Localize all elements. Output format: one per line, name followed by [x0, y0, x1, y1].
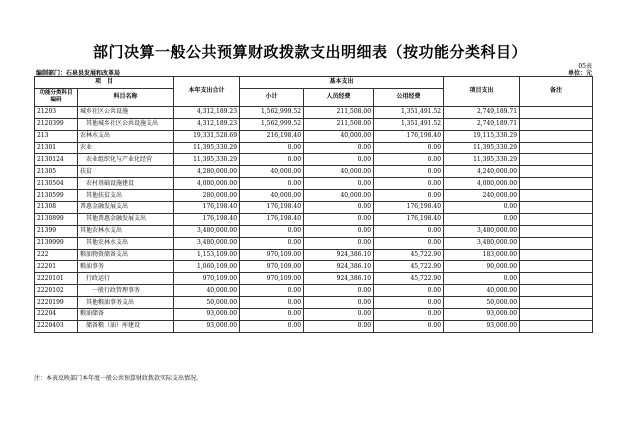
- cell-public: 176,198.40: [374, 202, 444, 214]
- cell-project: 4,000,000.00: [444, 178, 520, 190]
- cell-code: 21399: [35, 225, 78, 237]
- cell-name: 一般行政管理事务: [78, 285, 174, 297]
- cell-total: 4,312,189.23: [174, 106, 240, 118]
- table-row: [35, 202, 593, 214]
- table-note: 注：本表反映部门本年度一般公共预算财政拨款实际支出情况。: [34, 375, 203, 382]
- cell-subtotal: 1,562,999.52: [240, 118, 304, 130]
- cell-name: 农村基础设施建设: [78, 178, 174, 190]
- cell-public: 0.00: [374, 309, 444, 321]
- cell-public: 0.00: [374, 166, 444, 178]
- cell-total: 93,000.00: [174, 320, 240, 332]
- cell-subtotal: 970,109.00: [240, 273, 304, 285]
- org-label: 编制部门：石泉县发展和改革局: [36, 70, 121, 77]
- cell-remark: [520, 202, 593, 214]
- cell-total: 4,280,000.00: [174, 166, 240, 178]
- cell-code: 2220199: [35, 297, 78, 309]
- cell-project: 50,000.00: [444, 297, 520, 309]
- cell-code: 2130124: [35, 154, 78, 166]
- cell-public: 0.00: [374, 178, 444, 190]
- cell-personnel: 0.00: [304, 213, 374, 225]
- cell-name: 扶贫: [78, 166, 174, 178]
- cell-public: 1,351,491.52: [374, 118, 444, 130]
- cell-total: 3,480,000.00: [174, 237, 240, 249]
- cell-remark: [520, 320, 593, 332]
- cell-personnel: 924,386.10: [304, 249, 374, 261]
- cell-remark: [520, 213, 593, 225]
- cell-personnel: 0.00: [304, 297, 374, 309]
- cell-code: 21308: [35, 202, 78, 214]
- cell-personnel: 40,000.00: [304, 130, 374, 142]
- cell-personnel: 0.00: [304, 285, 374, 297]
- cell-total: 11,395,330.29: [174, 142, 240, 154]
- cell-subtotal: 216,198.40: [240, 130, 304, 142]
- cell-remark: [520, 142, 593, 154]
- cell-public: 1,351,491.52: [374, 106, 444, 118]
- cell-total: 50,000.00: [174, 297, 240, 309]
- cell-remark: [520, 237, 593, 249]
- cell-personnel: 0.00: [304, 154, 374, 166]
- table-row: [35, 130, 593, 142]
- cell-subtotal: 970,109.00: [240, 249, 304, 261]
- cell-name: 农业: [78, 142, 174, 154]
- cell-total: 40,000.00: [174, 285, 240, 297]
- cell-project: 2,749,189.71: [444, 106, 520, 118]
- table-row: [35, 154, 593, 166]
- cell-project: 183,000.00: [444, 249, 520, 261]
- cell-remark: [520, 273, 593, 285]
- cell-total: 4,312,189.23: [174, 118, 240, 130]
- cell-public: 0.00: [374, 190, 444, 202]
- cell-project: 40,000.00: [444, 285, 520, 297]
- table-row: [35, 237, 593, 249]
- cell-code: 2130899: [35, 213, 78, 225]
- cell-name: 其他农林水支出: [78, 225, 174, 237]
- cell-public: 0.00: [374, 297, 444, 309]
- table-row: [35, 309, 593, 321]
- cell-subtotal: 0.00: [240, 320, 304, 332]
- cell-subtotal: 40,000.00: [240, 190, 304, 202]
- table-row: [35, 320, 593, 332]
- cell-remark: [520, 118, 593, 130]
- cell-personnel: 924,386.10: [304, 261, 374, 273]
- cell-subtotal: 40,000.00: [240, 166, 304, 178]
- cell-project: 0.00: [444, 213, 520, 225]
- cell-public: 45,722.90: [374, 249, 444, 261]
- cell-code: 222: [35, 249, 78, 261]
- cell-remark: [520, 285, 593, 297]
- cell-project: 2,749,189.71: [444, 118, 520, 130]
- cell-total: 19,331,528.69: [174, 130, 240, 142]
- cell-name: 粮油储备: [78, 309, 174, 321]
- cell-code: 2120399: [35, 118, 78, 130]
- table-row: [35, 106, 593, 118]
- header-personnel: 人员经费: [304, 88, 374, 106]
- cell-subtotal: 1,562,999.52: [240, 106, 304, 118]
- cell-name: 其他农林水支出: [78, 237, 174, 249]
- cell-code: 2220101: [35, 273, 78, 285]
- cell-total: 93,000.00: [174, 309, 240, 321]
- cell-public: 0.00: [374, 142, 444, 154]
- cell-personnel: 211,508.00: [304, 106, 374, 118]
- cell-name: 储备粮（油）库建设: [78, 320, 174, 332]
- cell-personnel: 0.00: [304, 142, 374, 154]
- cell-name: 其他扶贫支出: [78, 190, 174, 202]
- cell-remark: [520, 166, 593, 178]
- header-public: 公用经费: [374, 88, 444, 106]
- cell-project: 11,395,330.29: [444, 142, 520, 154]
- cell-total: 970,109.00: [174, 273, 240, 285]
- cell-total: 1,060,109.00: [174, 261, 240, 273]
- cell-code: 22201: [35, 261, 78, 273]
- cell-name: 其他粮油事务支出: [78, 297, 174, 309]
- cell-remark: [520, 130, 593, 142]
- unit-label: 单位：元: [567, 70, 592, 77]
- cell-subtotal: 0.00: [240, 285, 304, 297]
- cell-code: 2220102: [35, 285, 78, 297]
- cell-total: 3,480,000.00: [174, 225, 240, 237]
- cell-remark: [520, 297, 593, 309]
- cell-remark: [520, 225, 593, 237]
- page-title: 部门决算一般公共预算财政拨款支出明细表（按功能分类科目）: [92, 43, 527, 61]
- cell-code: 21301: [35, 142, 78, 154]
- cell-total: 1,153,109.00: [174, 249, 240, 261]
- form-number: 05表: [578, 63, 592, 70]
- cell-personnel: 0.00: [304, 320, 374, 332]
- cell-subtotal: 0.00: [240, 178, 304, 190]
- cell-code: 21203: [35, 106, 78, 118]
- cell-public: 0.00: [374, 320, 444, 332]
- header-project: 项目支出: [444, 77, 520, 107]
- table-row: [35, 166, 593, 178]
- cell-personnel: 924,386.10: [304, 273, 374, 285]
- cell-project: 0.00: [444, 202, 520, 214]
- header-item: 项 目: [35, 77, 174, 89]
- cell-remark: [520, 106, 593, 118]
- cell-name: 其他城乡社区公共设施支出: [78, 118, 174, 130]
- cell-remark: [520, 249, 593, 261]
- cell-project: 90,000.00: [444, 261, 520, 273]
- cell-personnel: 0.00: [304, 237, 374, 249]
- cell-subtotal: 176,198.40: [240, 202, 304, 214]
- cell-project: 4,240,000.00: [444, 166, 520, 178]
- cell-subtotal: 176,198.40: [240, 213, 304, 225]
- cell-subtotal: 0.00: [240, 237, 304, 249]
- cell-name: 城乡社区公共设施: [78, 106, 174, 118]
- table-row: [35, 273, 593, 285]
- table-row: [35, 178, 593, 190]
- cell-total: 11,395,330.29: [174, 154, 240, 166]
- cell-total: 280,000.00: [174, 190, 240, 202]
- cell-code: 213: [35, 130, 78, 142]
- cell-public: 0.00: [374, 154, 444, 166]
- cell-personnel: 0.00: [304, 202, 374, 214]
- header-total: 本年支出合计: [174, 77, 240, 107]
- header-code: 功能分类科目编码: [35, 88, 78, 106]
- table-row: [35, 225, 593, 237]
- table-row: [35, 142, 593, 154]
- cell-remark: [520, 190, 593, 202]
- cell-public: 45,722.90: [374, 273, 444, 285]
- cell-total: 176,198.40: [174, 202, 240, 214]
- cell-subtotal: 0.00: [240, 142, 304, 154]
- cell-code: 2130599: [35, 190, 78, 202]
- header-remark: 备注: [520, 77, 593, 107]
- cell-project: 0.00: [444, 273, 520, 285]
- header-subtotal: 小计: [240, 88, 304, 106]
- cell-total: 4,000,000.00: [174, 178, 240, 190]
- cell-remark: [520, 154, 593, 166]
- cell-remark: [520, 178, 593, 190]
- cell-name: 行政运行: [78, 273, 174, 285]
- cell-personnel: 0.00: [304, 178, 374, 190]
- cell-code: 2130504: [35, 178, 78, 190]
- cell-total: 176,198.40: [174, 213, 240, 225]
- cell-project: 3,480,000.00: [444, 237, 520, 249]
- cell-remark: [520, 309, 593, 321]
- cell-project: 11,395,330.29: [444, 154, 520, 166]
- cell-remark: [520, 261, 593, 273]
- cell-subtotal: 0.00: [240, 297, 304, 309]
- cell-personnel: 0.00: [304, 309, 374, 321]
- cell-subtotal: 0.00: [240, 309, 304, 321]
- cell-code: 22204: [35, 309, 78, 321]
- cell-project: 93,000.00: [444, 309, 520, 321]
- table-row: [35, 213, 593, 225]
- table-row: [35, 285, 593, 297]
- cell-name: 粮油物资储备支出: [78, 249, 174, 261]
- cell-project: 93,000.00: [444, 320, 520, 332]
- cell-public: 45,722.90: [374, 261, 444, 273]
- cell-public: 0.00: [374, 225, 444, 237]
- cell-public: 0.00: [374, 285, 444, 297]
- table-row: [35, 118, 593, 130]
- cell-project: 3,480,000.00: [444, 225, 520, 237]
- expenditure-table: [34, 76, 593, 333]
- table-row: [35, 297, 593, 309]
- cell-name: 其他普惠金融发展支出: [78, 213, 174, 225]
- cell-subtotal: 0.00: [240, 225, 304, 237]
- cell-personnel: 40,000.00: [304, 190, 374, 202]
- cell-public: 0.00: [374, 237, 444, 249]
- cell-subtotal: 0.00: [240, 154, 304, 166]
- cell-public: 176,198.40: [374, 130, 444, 142]
- header-basic: 基本支出: [240, 77, 444, 89]
- cell-code: 2139999: [35, 237, 78, 249]
- cell-personnel: 211,508.00: [304, 118, 374, 130]
- table-row: [35, 190, 593, 202]
- cell-project: 19,115,330.29: [444, 130, 520, 142]
- cell-personnel: 40,000.00: [304, 166, 374, 178]
- cell-public: 176,198.40: [374, 213, 444, 225]
- table-row: [35, 249, 593, 261]
- cell-subtotal: 970,109.00: [240, 261, 304, 273]
- table-row: [35, 261, 593, 273]
- header-name: 科目名称: [78, 88, 174, 106]
- cell-name: 普惠金融发展支出: [78, 202, 174, 214]
- cell-name: 农业组织化与产业化经营: [78, 154, 174, 166]
- cell-code: 21305: [35, 166, 78, 178]
- cell-name: 农林水支出: [78, 130, 174, 142]
- cell-name: 粮油事务: [78, 261, 174, 273]
- cell-code: 2220403: [35, 320, 78, 332]
- cell-personnel: 0.00: [304, 225, 374, 237]
- cell-project: 240,000.00: [444, 190, 520, 202]
